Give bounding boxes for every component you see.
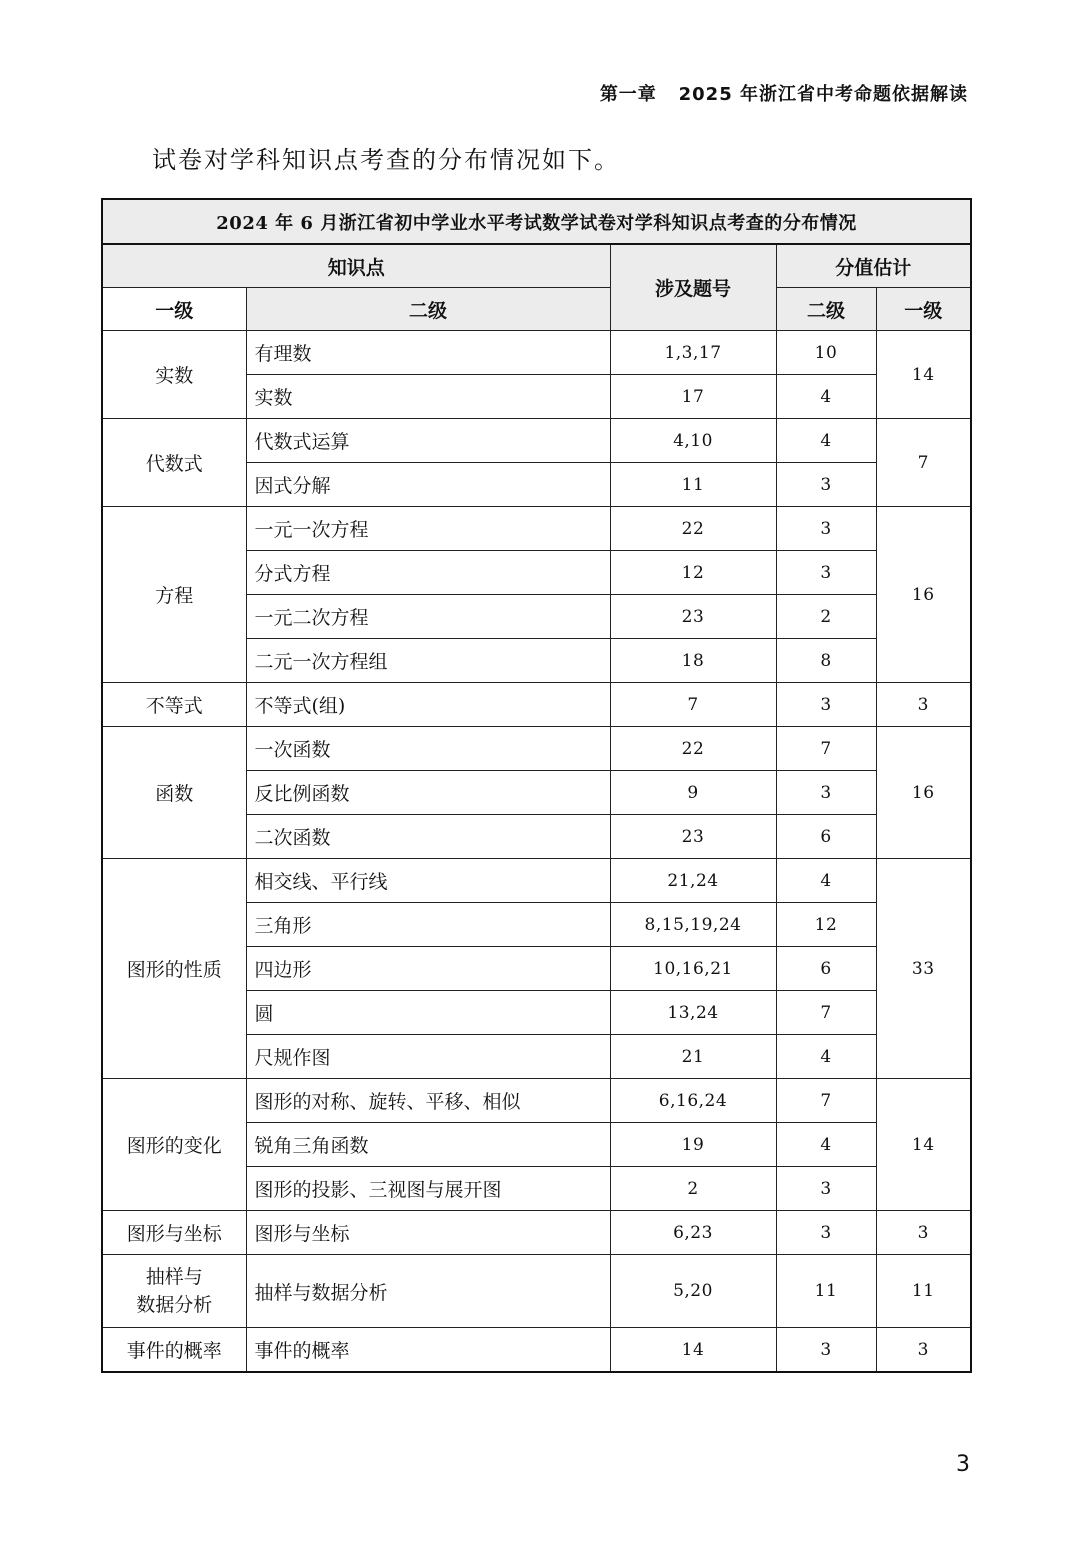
table-row: [102, 1079, 971, 1123]
level1-cell: 事件的概率: [102, 1328, 246, 1373]
score-cell: 7: [776, 1079, 876, 1123]
score-cell: 12: [776, 903, 876, 947]
score-cell: 4: [776, 1035, 876, 1079]
score-cell: 8: [776, 639, 876, 683]
questions-cell: 21,24: [610, 859, 776, 903]
table-row: [102, 1328, 971, 1373]
header-score-level2: 二级: [776, 288, 876, 331]
score-cell: 3: [776, 463, 876, 507]
level2-cell: 事件的概率: [246, 1328, 610, 1373]
level2-cell: 抽样与数据分析: [246, 1255, 610, 1328]
level2-cell: 圆: [246, 991, 610, 1035]
questions-cell: 1,3,17: [610, 331, 776, 375]
score-cell: 4: [776, 1123, 876, 1167]
score-cell: 6: [776, 947, 876, 991]
level2-cell: 尺规作图: [246, 1035, 610, 1079]
level2-cell: 一元一次方程: [246, 507, 610, 551]
level2-cell: 图形与坐标: [246, 1211, 610, 1255]
questions-cell: 5,20: [610, 1255, 776, 1328]
score-cell: 2: [776, 595, 876, 639]
score-cell: 4: [776, 375, 876, 419]
header-score-level1: 一级: [876, 288, 971, 331]
level2-cell: 相交线、平行线: [246, 859, 610, 903]
knowledge-distribution-table: [101, 198, 972, 1373]
questions-cell: 23: [610, 815, 776, 859]
questions-cell: 9: [610, 771, 776, 815]
questions-cell: 17: [610, 375, 776, 419]
level1-cell: 方程: [102, 507, 246, 683]
level1-cell: 图形的性质: [102, 859, 246, 1079]
questions-cell: 2: [610, 1167, 776, 1211]
running-head: [600, 80, 968, 106]
score-cell: 6: [776, 815, 876, 859]
level1-score-cell: 3: [876, 1211, 971, 1255]
level2-cell: 二次函数: [246, 815, 610, 859]
score-cell: 3: [776, 683, 876, 727]
score-cell: 7: [776, 727, 876, 771]
questions-cell: 18: [610, 639, 776, 683]
questions-cell: 4,10: [610, 419, 776, 463]
level2-cell: 锐角三角函数: [246, 1123, 610, 1167]
level2-cell: 图形的投影、三视图与展开图: [246, 1167, 610, 1211]
table-row: [102, 331, 971, 375]
level2-cell: 实数: [246, 375, 610, 419]
level1-cell: 实数: [102, 331, 246, 419]
level1-cell: [102, 1255, 246, 1328]
questions-cell: 13,24: [610, 991, 776, 1035]
level1-cell: 函数: [102, 727, 246, 859]
level1-score-cell: 16: [876, 727, 971, 859]
table-title: 2024 年 6 月浙江省初中学业水平考试数学试卷对学科知识点考查的分布情况: [102, 199, 971, 244]
level1-line: 数据分析: [136, 1294, 213, 1316]
header-score-estimate: 分值估计: [776, 244, 971, 288]
questions-cell: 7: [610, 683, 776, 727]
score-cell: 11: [776, 1255, 876, 1328]
questions-cell: 6,23: [610, 1211, 776, 1255]
level1-score-cell: 14: [876, 331, 971, 419]
level2-cell: 代数式运算: [246, 419, 610, 463]
level2-cell: 四边形: [246, 947, 610, 991]
header-knowledge: 知识点: [102, 244, 610, 288]
questions-cell: 22: [610, 727, 776, 771]
level1-line: 抽样与: [145, 1266, 203, 1288]
level1-score-cell: 16: [876, 507, 971, 683]
level2-cell: 反比例函数: [246, 771, 610, 815]
score-cell: 3: [776, 551, 876, 595]
chapter-title: 2025 年浙江省中考命题依据解读: [678, 84, 968, 105]
level2-cell: 二元一次方程组: [246, 639, 610, 683]
level2-cell: 一元二次方程: [246, 595, 610, 639]
score-cell: 3: [776, 507, 876, 551]
header-level1: 一级: [102, 288, 246, 331]
level1-cell: 图形与坐标: [102, 1211, 246, 1255]
table-row: [102, 683, 971, 727]
table-row: [102, 727, 971, 771]
page-number: 3: [956, 1452, 970, 1477]
level2-cell: 分式方程: [246, 551, 610, 595]
score-cell: 4: [776, 859, 876, 903]
intro-paragraph: 试卷对学科知识点考查的分布情况如下。: [152, 146, 620, 174]
questions-cell: 12: [610, 551, 776, 595]
score-cell: 10: [776, 331, 876, 375]
questions-cell: 6,16,24: [610, 1079, 776, 1123]
score-cell: 7: [776, 991, 876, 1035]
table-row: [102, 1255, 971, 1328]
questions-cell: 10,16,21: [610, 947, 776, 991]
header-question-no: 涉及题号: [610, 244, 776, 331]
level2-cell: 因式分解: [246, 463, 610, 507]
level1-score-cell: 11: [876, 1255, 971, 1328]
table-row: [102, 419, 971, 463]
score-cell: 3: [776, 1211, 876, 1255]
questions-cell: 23: [610, 595, 776, 639]
table-row: [102, 859, 971, 903]
level1-cell: 不等式: [102, 683, 246, 727]
level1-cell: 图形的变化: [102, 1079, 246, 1211]
chapter-label: 第一章: [599, 84, 657, 105]
questions-cell: 19: [610, 1123, 776, 1167]
questions-cell: 14: [610, 1328, 776, 1373]
score-cell: 3: [776, 1167, 876, 1211]
level2-cell: 三角形: [246, 903, 610, 947]
level1-score-cell: 3: [876, 1328, 971, 1373]
score-cell: 3: [776, 1328, 876, 1373]
table-row: [102, 1211, 971, 1255]
questions-cell: 11: [610, 463, 776, 507]
level1-score-cell: 7: [876, 419, 971, 507]
header-level2: 二级: [246, 288, 610, 331]
score-cell: 4: [776, 419, 876, 463]
level1-cell: 代数式: [102, 419, 246, 507]
score-cell: 3: [776, 771, 876, 815]
level1-score-cell: 33: [876, 859, 971, 1079]
level2-cell: 不等式(组): [246, 683, 610, 727]
questions-cell: 8,15,19,24: [610, 903, 776, 947]
level1-score-cell: 3: [876, 683, 971, 727]
table-row: [102, 507, 971, 551]
questions-cell: 22: [610, 507, 776, 551]
level2-cell: 图形的对称、旋转、平移、相似: [246, 1079, 610, 1123]
questions-cell: 21: [610, 1035, 776, 1079]
level2-cell: 一次函数: [246, 727, 610, 771]
level1-score-cell: 14: [876, 1079, 971, 1211]
level2-cell: 有理数: [246, 331, 610, 375]
